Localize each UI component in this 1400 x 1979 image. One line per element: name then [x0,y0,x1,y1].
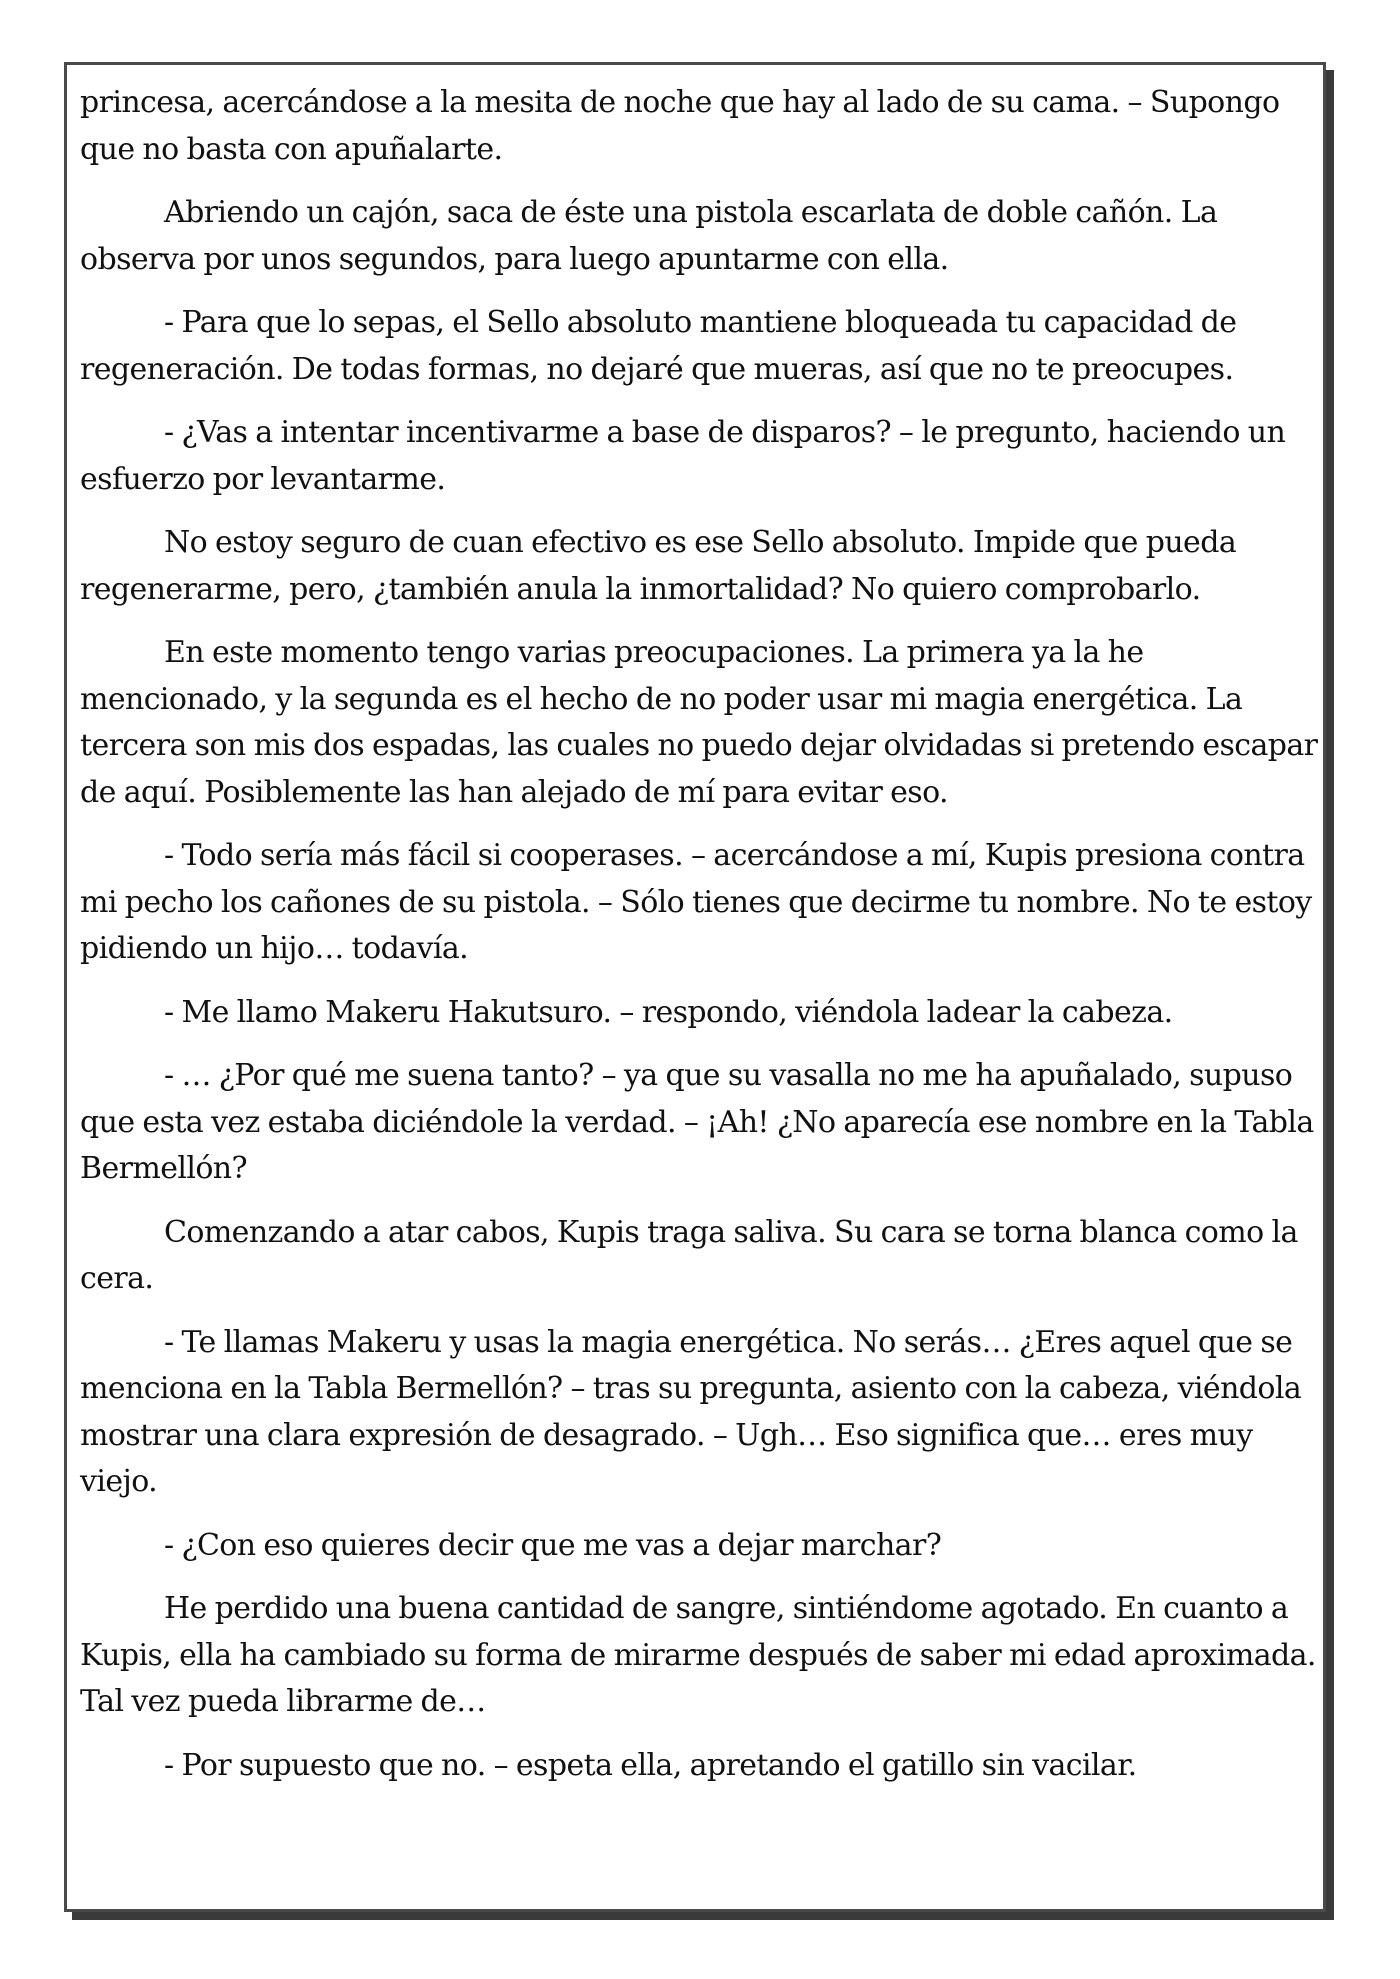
paragraph: - Te llamas Makeru y usas la magia energética. No serás… ¿Eres aquel que se menciona en la Tabla Bermellón? – tras su pregunta, asiento con la cabeza, viéndola mostrar una clara expresión de desagrado. – Ugh… Eso significa que… eres muy viejo. [80,1324,1302,1499]
paragraph: - ¿Vas a intentar incentivarme a base de disparos? – le pregunto, haciendo un esfuerzo por levantarme. [80,415,1286,497]
paragraph: No estoy seguro de cuan efectivo es ese Sello absoluto. Impide que pueda regenerarme, pero, ¿también anula la inmortalidad? No quiero comprobarlo. [80,525,1237,607]
paragraph: princesa, acercándose a la mesita de noche que hay al lado de su cama. – Supongo que no basta con apuñalarte. [80,85,1280,167]
paragraph: - Todo sería más fácil si cooperases. – acercándose a mí, Kupis presiona contra mi pecho los cañones de su pistola. – Sólo tienes que decirme tu nombre. No te estoy pidiendo un hijo… todavía. [80,838,1312,966]
paragraph: - ¿Con eso quieres decir que me vas a dejar marchar? [164,1527,942,1563]
paragraph: He perdido una buena cantidad de sangre, sintiéndome agotado. En cuanto a Kupis, ella ha cambiado su forma de mirarme después de saber mi edad aproximada. Tal vez pueda librarme de… [80,1591,1316,1719]
paragraph: - Por supuesto que no. – espeta ella, apretando el gatillo sin vacilar. [164,1747,1137,1783]
paragraph: Abriendo un cajón, saca de éste una pistola escarlata de doble cañón. La observa por unos segundos, para luego apuntarme con ella. [80,195,1218,277]
paragraph: - … ¿Por qué me suena tanto? – ya que su vasalla no me ha apuñalado, supuso que esta vez estaba diciéndole la verdad. – ¡Ah! ¿No aparecía ese nombre en la Tabla Bermellón? [80,1058,1314,1186]
paragraph: Comenzando a atar cabos, Kupis traga saliva. Su cara se torna blanca como la cera. [80,1214,1298,1296]
paragraph: En este momento tengo varias preocupaciones. La primera ya la he mencionado, y la segunda es el hecho de no poder usar mi magia energética. La tercera son mis dos espadas, las cuales no puedo dejar olvidadas si pretendo escapar de aquí. Posiblemente las han alejado de mí para evitar eso. [80,635,1318,810]
document-body [80,80,1324,1806]
paragraph: - Para que lo sepas, el Sello absoluto mantiene bloqueada tu capacidad de regeneración. De todas formas, no dejaré que mueras, así que no te preocupes. [80,305,1237,387]
paragraph: - Me llamo Makeru Hakutsuro. – respondo, viéndola ladear la cabeza. [164,994,1173,1030]
